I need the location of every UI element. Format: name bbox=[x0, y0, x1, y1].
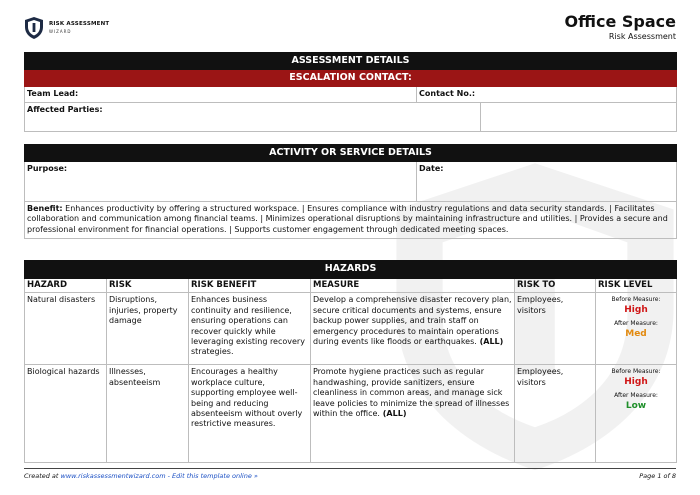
page-footer bbox=[24, 468, 676, 480]
benefit-label: Benefit: bbox=[27, 204, 63, 213]
assessment-details-table bbox=[24, 52, 677, 132]
measure-cell bbox=[311, 293, 515, 365]
footer-created-label: Created at bbox=[24, 472, 61, 480]
measure-tag: (ALL) bbox=[379, 408, 407, 418]
logo-text: RISK ASSESSMENT bbox=[49, 21, 110, 28]
risk-level-cell bbox=[596, 293, 677, 365]
table-row bbox=[25, 293, 677, 365]
col-risk-benefit: RISK BENEFIT bbox=[189, 279, 311, 293]
section-header-assessment: ASSESSMENT DETAILS bbox=[25, 53, 677, 70]
footer-site-link[interactable]: www.riskassessmentwizard.com bbox=[60, 472, 166, 480]
purpose-field[interactable]: Purpose: bbox=[25, 162, 417, 202]
after-measure-label: After Measure: bbox=[614, 391, 658, 399]
col-risk-to: RISK TO bbox=[515, 279, 596, 293]
col-risk-level: RISK LEVEL bbox=[596, 279, 677, 293]
page-title: Office Space bbox=[564, 12, 676, 31]
hazard-cell: Biological hazards bbox=[25, 365, 107, 463]
logo bbox=[24, 16, 109, 40]
col-measure: MEASURE bbox=[311, 279, 515, 293]
col-risk: RISK bbox=[107, 279, 189, 293]
hazard-cell: Natural disasters bbox=[25, 293, 107, 365]
col-hazard: HAZARD bbox=[25, 279, 107, 293]
page-number: Page 1 of 8 bbox=[639, 472, 676, 480]
before-risk-level: High bbox=[624, 377, 648, 388]
risk-cell: Disruptions, injuries, property damage bbox=[107, 293, 189, 365]
measure-text: Promote hygiene practices such as regular handwashing, provide sanitizers, ensure cleanliness in common areas, and manage sick leave policies to minimize the spread of illnesses within the office. bbox=[313, 367, 510, 418]
risk-to-cell: Employees, visitors bbox=[515, 293, 596, 365]
page-header bbox=[24, 14, 676, 48]
after-risk-level: Low bbox=[625, 400, 647, 411]
date-field[interactable]: Date: bbox=[417, 162, 677, 202]
risk-level-cell bbox=[596, 365, 677, 463]
hazards-table bbox=[24, 260, 677, 463]
measure-tag: (ALL) bbox=[476, 336, 504, 346]
risk-benefit-cell: Enhances business continuity and resilience, ensuring operations can recover quickly while leveraging existing recovery strategies. bbox=[189, 293, 311, 365]
benefit-cell bbox=[25, 202, 677, 239]
team-lead-field[interactable]: Team Lead: bbox=[25, 87, 417, 103]
table-row bbox=[25, 365, 677, 463]
page-subtitle: Risk Assessment bbox=[608, 32, 676, 41]
after-risk-level: Med bbox=[625, 328, 647, 339]
logo-subtext: WIZARD bbox=[49, 28, 72, 34]
affected-parties-extra-cell[interactable] bbox=[481, 103, 677, 132]
measure-text: Develop a comprehensive disaster recovery plan, secure critical documents and systems, ensure backup power supplies, and train staff on emergency procedures to maintain operations during events like floods or earthquakes. bbox=[313, 295, 512, 346]
contact-number-field[interactable]: Contact No.: bbox=[417, 87, 677, 103]
escalation-contact-label: ESCALATION CONTACT: bbox=[289, 72, 412, 83]
risk-to-cell: Employees, visitors bbox=[515, 365, 596, 463]
risk-benefit-cell: Encourages a healthy workplace culture, supporting employee well-being and reducing absenteeism without overly restrictive measures. bbox=[189, 365, 311, 463]
measure-cell bbox=[311, 365, 515, 463]
section-header-activity: ACTIVITY OR SERVICE DETAILS bbox=[25, 145, 677, 162]
section-header-hazards: HAZARDS bbox=[25, 261, 677, 279]
before-measure-label: Before Measure: bbox=[611, 368, 661, 376]
activity-details-table bbox=[24, 144, 677, 239]
hazards-header-row bbox=[25, 279, 677, 293]
affected-parties-field[interactable]: Affected Parties: bbox=[25, 103, 481, 132]
after-measure-label: After Measure: bbox=[614, 319, 658, 327]
before-measure-label: Before Measure: bbox=[611, 296, 661, 304]
before-risk-level: High bbox=[624, 305, 648, 316]
benefit-text: Enhances productivity by offering a structured workspace. | Ensures compliance with industry regulations and data security standards. | Facilitates collaboration and communication among financial teams. | Minimizes operational disruptions by maintaining infrastructure and utilities. | Provides a secure and professional environment for financial operations. | Supports customer engagement through dedicated meeting spaces. bbox=[27, 204, 668, 234]
risk-cell: Illnesses, absenteeism bbox=[107, 365, 189, 463]
shield-logo-icon bbox=[24, 16, 44, 40]
footer-edit-link[interactable]: - Edit this template online » bbox=[165, 472, 258, 480]
escalation-contact-bar bbox=[25, 70, 677, 87]
